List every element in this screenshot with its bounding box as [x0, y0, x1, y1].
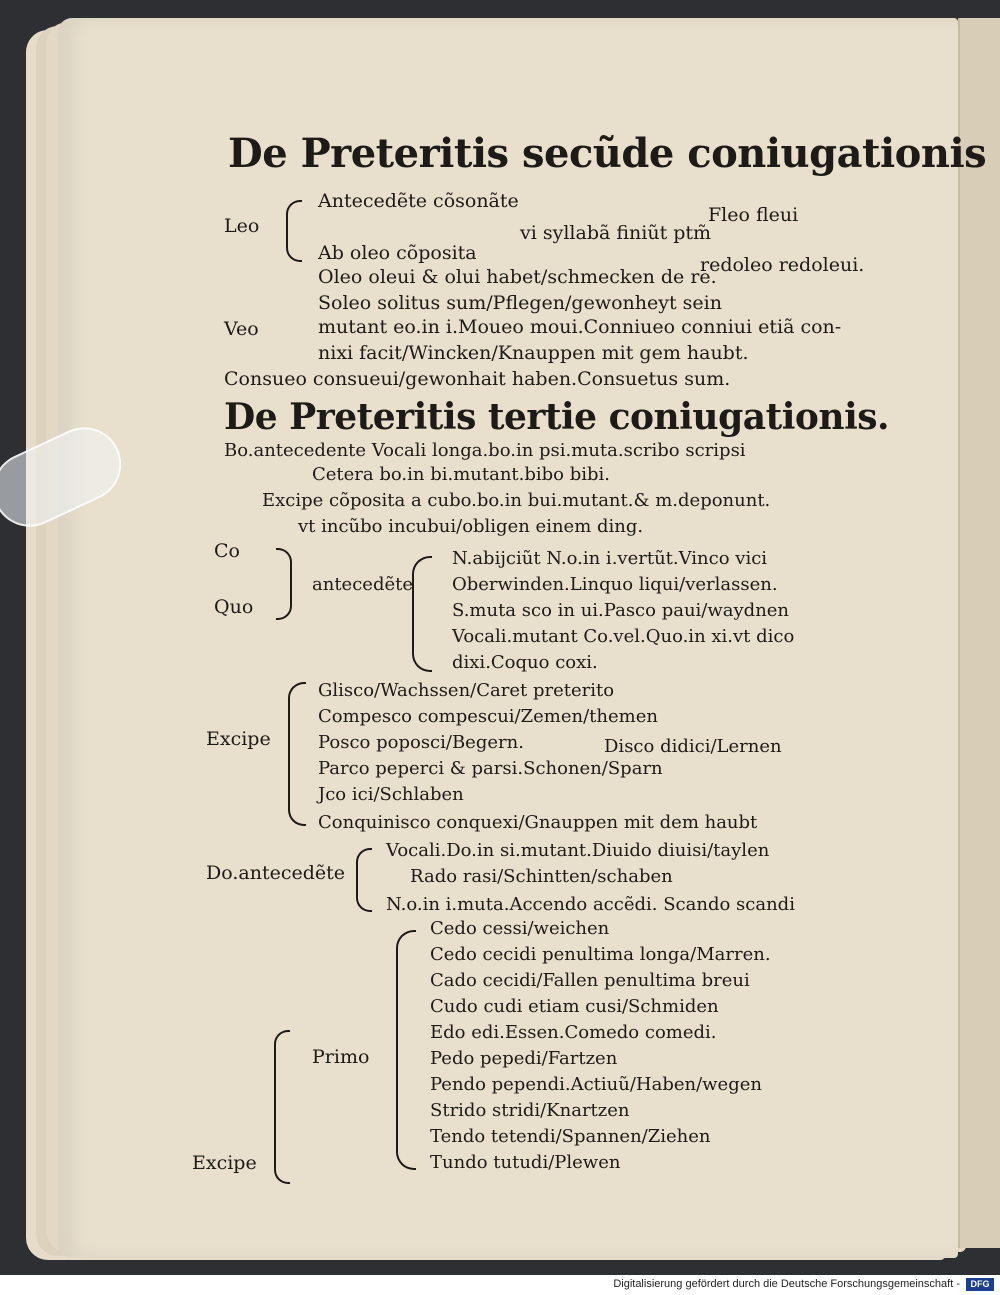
text-line: Oleo oleui & olui habet/schmecken de re.: [318, 266, 717, 288]
text-line: Cudo cudi etiam cusi/Schmiden: [430, 996, 719, 1017]
text-line: Cedo cecidi penultima longa/Marren.: [430, 944, 771, 965]
text-line: dixi.Coquo coxi.: [452, 652, 598, 673]
label-leo: Leo: [224, 215, 260, 237]
footer-credit: Digitalisierung gefördert durch die Deutsche Forschungsgemeinschaft -: [613, 1278, 960, 1290]
text-line: Conquinisco conquexi/Gnauppen mit dem haubt: [318, 812, 758, 833]
text-line: Cetera bo.in bi.mutant.bibo bibi.: [312, 464, 611, 485]
text-line: N.o.in i.muta.Accendo accẽdi. Scando scandi: [386, 894, 795, 915]
text-line: Rado rasi/Schintten/schaben: [410, 866, 673, 887]
text-line: Soleo solitus sum/Pflegen/gewonheyt sein: [318, 292, 722, 314]
text-line: Oberwinden.Linquo liqui/verlassen.: [452, 574, 778, 595]
text-line: Posco poposci/Begern.: [318, 732, 524, 753]
facing-page-edge: [958, 18, 1000, 1248]
text-line: Strido stridi/Knartzen: [430, 1100, 630, 1121]
text-line: nixi facit/Wincken/Knauppen mit gem haubt.: [318, 342, 749, 364]
brace: [356, 848, 372, 912]
text-line: Parco peperci & parsi.Schonen/Sparn: [318, 758, 663, 779]
text-line: Ab oleo cõposita: [318, 242, 477, 264]
brace: [288, 682, 306, 826]
text-line: S.muta sco in ui.Pasco paui/waydnen: [452, 600, 790, 621]
text-line: Pendo pependi.Actiuũ/Haben/wegen: [430, 1074, 762, 1095]
text-line: N.abijciũt N.o.in i.vertũt.Vinco vici: [452, 548, 768, 569]
text-line: Edo edi.Essen.Comedo comedi.: [430, 1022, 717, 1043]
label-excipe: Excipe: [192, 1152, 257, 1174]
label-veo: Veo: [224, 318, 259, 340]
label-quo: Quo: [214, 596, 254, 618]
text-line: redoleo redoleui.: [700, 254, 865, 276]
text-line: Disco didici/Lernen: [604, 736, 782, 757]
text-line: Compesco compescui/Zemen/themen: [318, 706, 658, 727]
text-line: Jco ici/Schlaben: [318, 784, 464, 805]
text-line: vt incũbo incubui/obligen einem ding.: [298, 516, 644, 537]
dfg-logo: DFG: [966, 1278, 994, 1291]
text-line: Antecedẽte cõsonãte: [318, 190, 519, 212]
heading-secunde: De Preteritis secũde coniugationis: [228, 130, 987, 177]
heading-tertie: De Preteritis tertie coniugationis.: [224, 396, 890, 438]
label-do-antecedente: Do.antecedẽte: [206, 862, 345, 884]
text-line: Tundo tutudi/Plewen: [430, 1152, 621, 1173]
footer-bar: [0, 1275, 1000, 1295]
text-line: Vocali.Do.in si.mutant.Diuido diuisi/taylen: [386, 840, 770, 861]
text-line: Tendo tetendi/Spannen/Ziehen: [430, 1126, 711, 1147]
text-line: Consueo consueui/gewonhait haben.Consuetus sum.: [224, 368, 731, 390]
brace: [396, 930, 416, 1170]
text-line: Cado cecidi/Fallen penultima breui: [430, 970, 750, 991]
text-line: Excipe cõposita a cubo.bo.in bui.mutant.& m.deponunt.: [262, 490, 771, 511]
label-excipe: Excipe: [206, 728, 271, 750]
label-co: Co: [214, 540, 240, 562]
text-line: Pedo pepedi/Fartzen: [430, 1048, 618, 1069]
text-line: Bo.antecedente Vocali longa.bo.in psi.muta.scribo scripsi: [224, 440, 746, 461]
text-line: vi syllabã finiũt ptm̃: [520, 222, 712, 244]
brace: [276, 548, 292, 620]
text-antecedente: antecedẽte: [312, 574, 414, 595]
text-line: Cedo cessi/weichen: [430, 918, 610, 939]
brace: [412, 556, 432, 672]
text-line: Fleo fleui: [708, 204, 799, 226]
text-line: mutant eo.in i.Moueo moui.Conniueo conniui etiã con-: [318, 316, 842, 338]
label-primo: Primo: [312, 1046, 370, 1068]
text-line: Glisco/Wachssen/Caret preterito: [318, 680, 615, 701]
brace: [274, 1030, 290, 1184]
text-line: Vocali.mutant Co.vel.Quo.in xi.vt dico: [452, 626, 795, 647]
brace: [286, 200, 302, 262]
